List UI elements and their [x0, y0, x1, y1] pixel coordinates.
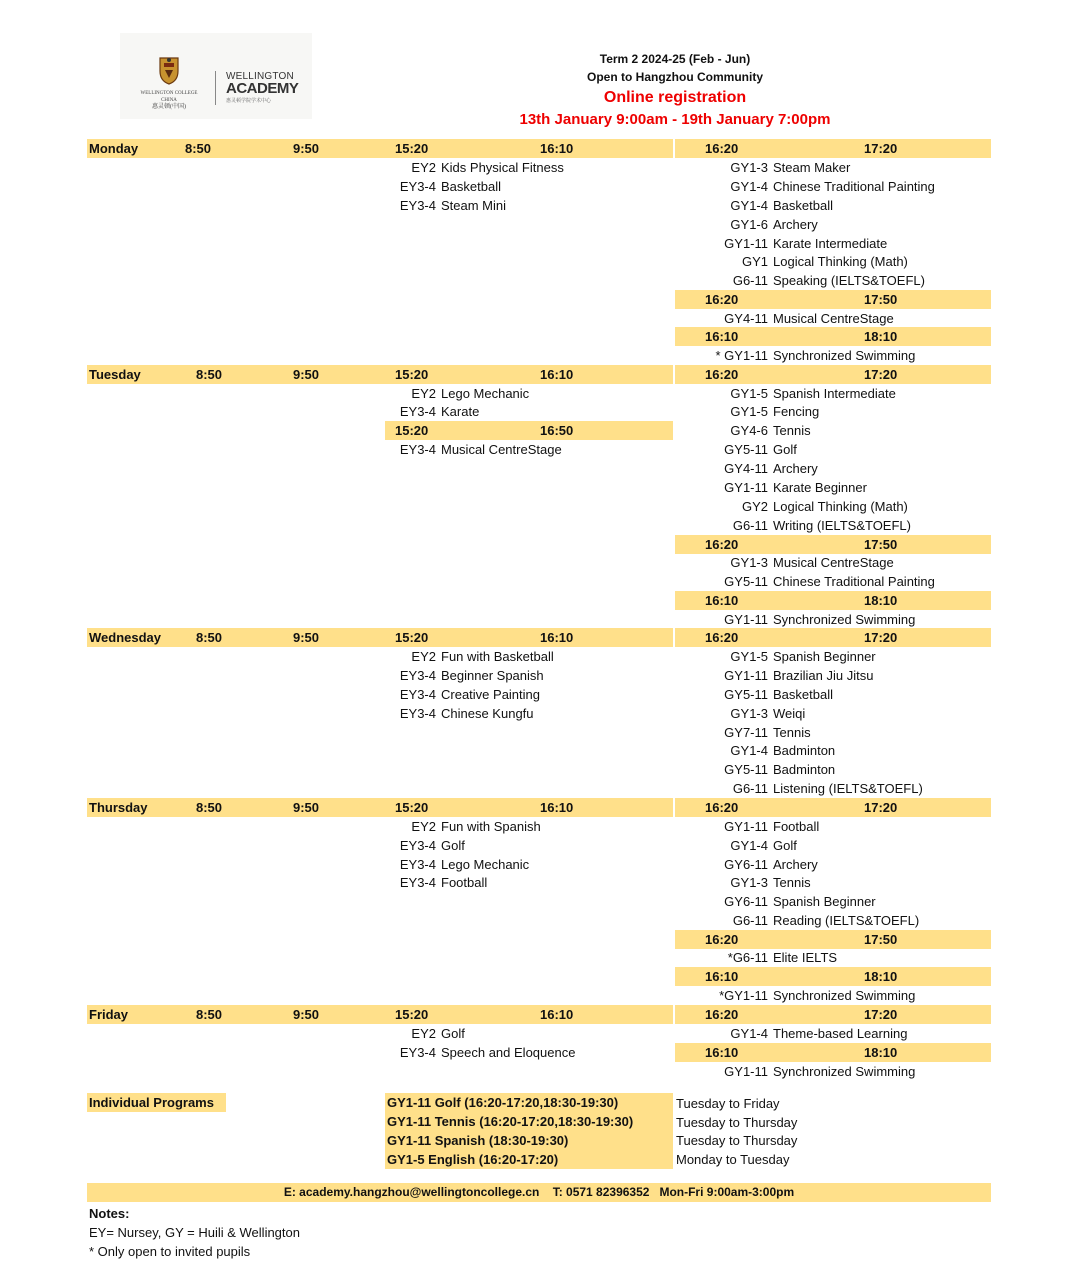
list-item: EY2 Fun with Spanish: [411, 819, 541, 834]
list-item: EY2 Golf: [411, 1026, 465, 1041]
list-item: GY5-11 Badminton: [724, 762, 836, 777]
s3-end-time: 18:10: [864, 1045, 898, 1060]
list-item: EY3-4 Speech and Eloquence: [399, 1045, 576, 1060]
ey2-end-time: 16:50: [540, 423, 574, 438]
list-item: *GY1-11 Synchronized Swimming: [719, 988, 916, 1003]
list-item: GY1-4 Golf: [730, 838, 797, 853]
gy-start-time: 16:20: [705, 141, 739, 156]
am-end-time: 9:50: [293, 367, 320, 382]
list-item: EY3-4 Steam Mini: [399, 198, 507, 213]
program-item: GY1-11 Spanish (18:30-19:30): [387, 1133, 569, 1148]
list-item: GY2 Logical Thinking (Math): [741, 499, 908, 514]
community-subtitle: Open to Hangzhou Community: [587, 70, 763, 84]
notes-line: * Only open to invited pupils: [89, 1244, 251, 1259]
list-item: EY3-4 Golf: [399, 838, 465, 853]
list-item: EY2 Fun with Basketball: [411, 649, 554, 664]
list-item: GY1-6 Archery: [730, 217, 818, 232]
am-start-time: 8:50: [196, 1007, 223, 1022]
list-item: G6-11 Writing (IELTS&TOEFL): [732, 518, 911, 533]
s3-start-time: 16:10: [705, 593, 739, 608]
academy-cn-text: 惠灵顿学院学术中心: [226, 98, 272, 104]
list-item: GY6-11 Archery: [724, 857, 818, 872]
list-item: EY3-4 Beginner Spanish: [399, 668, 544, 683]
ey-start-time: 15:20: [395, 367, 429, 382]
am-start-time: 8:50: [196, 800, 223, 815]
list-item: EY3-4 Musical CentreStage: [399, 442, 562, 457]
gy-end-time: 17:20: [864, 800, 898, 815]
s3-start-time: 16:10: [705, 329, 739, 344]
list-item: GY4-11 Archery: [724, 461, 818, 476]
list-item: GY7-11 Tennis: [724, 725, 811, 740]
s2-start-time: 16:20: [705, 932, 739, 947]
ey-end-time: 16:10: [540, 800, 574, 815]
list-item: GY4-11 Musical CentreStage: [724, 311, 894, 326]
s3-start-time: 16:10: [705, 969, 739, 984]
gy-start-time: 16:20: [705, 800, 739, 815]
s2-end-time: 17:50: [864, 292, 898, 307]
list-item: GY5-11 Basketball: [724, 687, 833, 702]
list-item: GY5-11 Chinese Traditional Painting: [724, 574, 935, 589]
list-item: EY3-4 Karate: [399, 404, 480, 419]
day-label: Monday: [89, 141, 139, 156]
s2-end-time: 17:50: [864, 932, 898, 947]
gy-end-time: 17:20: [864, 1007, 898, 1022]
ey-end-time: 16:10: [540, 1007, 574, 1022]
list-item: EY2 Lego Mechanic: [411, 386, 530, 401]
list-item: GY1-4 Basketball: [730, 198, 833, 213]
gy-start-time: 16:20: [705, 367, 739, 382]
program-days: Tuesday to Thursday: [676, 1115, 798, 1130]
individual-programs-label: Individual Programs: [89, 1095, 214, 1110]
list-item: GY6-11 Spanish Beginner: [724, 894, 876, 909]
day-label: Wednesday: [89, 630, 162, 645]
list-item: EY2 Kids Physical Fitness: [411, 160, 564, 175]
list-item: GY1-3 Tennis: [730, 875, 811, 890]
program-item: GY1-11 Golf (16:20-17:20,18:30-19:30): [387, 1095, 619, 1110]
list-item: GY1-4 Chinese Traditional Painting: [730, 179, 935, 194]
gy-end-time: 17:20: [864, 141, 898, 156]
list-item: GY1-11 Synchronized Swimming: [724, 612, 916, 627]
list-item: EY3-4 Creative Painting: [399, 687, 540, 702]
notes-line: EY= Nursey, GY = Huili & Wellington: [89, 1225, 300, 1240]
s3-end-time: 18:10: [864, 329, 898, 344]
thursday-header-bar: [87, 798, 673, 817]
notes-title: Notes:: [89, 1206, 130, 1221]
day-label: Thursday: [89, 800, 148, 815]
am-end-time: 9:50: [293, 630, 320, 645]
ey-start-time: 15:20: [395, 141, 429, 156]
s2-start-time: 16:20: [705, 292, 739, 307]
contact-info: E: academy.hangzhou@wellingtoncollege.cn T: 0571 82396352 Mon-Fri 9:00am-3:00pm: [283, 1185, 795, 1199]
list-item: GY1-3 Steam Maker: [730, 160, 851, 175]
monday-header-bar: [87, 139, 673, 158]
ey2-start-time: 15:20: [395, 423, 429, 438]
program-item: GY1-11 Tennis (16:20-17:20,18:30-19:30): [387, 1114, 634, 1129]
day-label: Tuesday: [89, 367, 141, 382]
program-item: GY1-5 English (16:20-17:20): [387, 1152, 559, 1167]
s2-end-time: 17:50: [864, 537, 898, 552]
am-start-time: 8:50: [196, 367, 223, 382]
program-days: Monday to Tuesday: [676, 1152, 790, 1167]
list-item: GY1-5 Fencing: [730, 404, 820, 419]
gy-end-time: 17:20: [864, 630, 898, 645]
college-name: WELLINGTON COLLEGE CHINA 惠灵顿(中国): [140, 91, 198, 110]
gy-start-time: 16:20: [705, 1007, 739, 1022]
list-item: G6-11 Speaking (IELTS&TOEFL): [732, 273, 925, 288]
list-item: GY1-5 Spanish Beginner: [730, 649, 876, 664]
academy-top-text: WELLINGTON: [226, 71, 294, 82]
list-item: EY3-4 Basketball: [399, 179, 501, 194]
list-item: GY5-11 Golf: [724, 442, 797, 457]
list-item: GY1-5 Spanish Intermediate: [730, 386, 896, 401]
list-item: GY1-4 Theme-based Learning: [730, 1026, 908, 1041]
list-item: EY3-4 Chinese Kungfu: [399, 706, 534, 721]
academy-main-text: ACADEMY: [226, 80, 299, 97]
am-start-time: 8:50: [185, 141, 212, 156]
ey-end-time: 16:10: [540, 367, 574, 382]
wednesday-header-bar: [87, 628, 673, 647]
ey-start-time: 15:20: [395, 1007, 429, 1022]
registration-title: Online registration: [603, 89, 747, 106]
registration-dates: 13th January 9:00am - 19th January 7:00pm: [519, 111, 831, 128]
am-start-time: 8:50: [196, 630, 223, 645]
ey-start-time: 15:20: [395, 630, 429, 645]
gy-start-time: 16:20: [705, 630, 739, 645]
s2-start-time: 16:20: [705, 537, 739, 552]
ey-end-time: 16:10: [540, 630, 574, 645]
s3-end-time: 18:10: [864, 969, 898, 984]
s3-end-time: 18:10: [864, 593, 898, 608]
list-item: EY3-4 Football: [399, 875, 488, 890]
list-item: GY4-6 Tennis: [730, 423, 811, 438]
ey-end-time: 16:10: [540, 141, 574, 156]
list-item: GY1-11 Karate Intermediate: [724, 236, 888, 251]
list-item: GY1-11 Brazilian Jiu Jitsu: [724, 668, 874, 683]
list-item: GY1-11 Karate Beginner: [724, 480, 867, 495]
term-title: Term 2 2024-25 (Feb - Jun): [599, 52, 751, 66]
am-end-time: 9:50: [293, 141, 320, 156]
ey-start-time: 15:20: [395, 800, 429, 815]
s3-start-time: 16:10: [705, 1045, 739, 1060]
list-item: GY1-4 Badminton: [730, 743, 836, 758]
list-item: GY1-3 Weiqi: [730, 706, 806, 721]
am-end-time: 9:50: [293, 1007, 320, 1022]
program-days: Tuesday to Thursday: [676, 1133, 798, 1148]
list-item: *G6-11 Elite IELTS: [727, 950, 838, 965]
list-item: GY1-11 Football: [724, 819, 820, 834]
program-days: Tuesday to Friday: [676, 1096, 780, 1111]
list-item: GY1-3 Musical CentreStage: [730, 555, 894, 570]
list-item: GY1 Logical Thinking (Math): [741, 254, 908, 269]
list-item: * GY1-11 Synchronized Swimming: [715, 348, 916, 363]
tuesday-header-bar: [87, 365, 673, 384]
day-label: Friday: [89, 1007, 129, 1022]
list-item: GY1-11 Synchronized Swimming: [724, 1064, 916, 1079]
friday-header-bar: [87, 1005, 673, 1024]
list-item: G6-11 Listening (IELTS&TOEFL): [732, 781, 923, 796]
list-item: EY3-4 Lego Mechanic: [399, 857, 530, 872]
list-item: G6-11 Reading (IELTS&TOEFL): [732, 913, 920, 928]
am-end-time: 9:50: [293, 800, 320, 815]
gy-end-time: 17:20: [864, 367, 898, 382]
